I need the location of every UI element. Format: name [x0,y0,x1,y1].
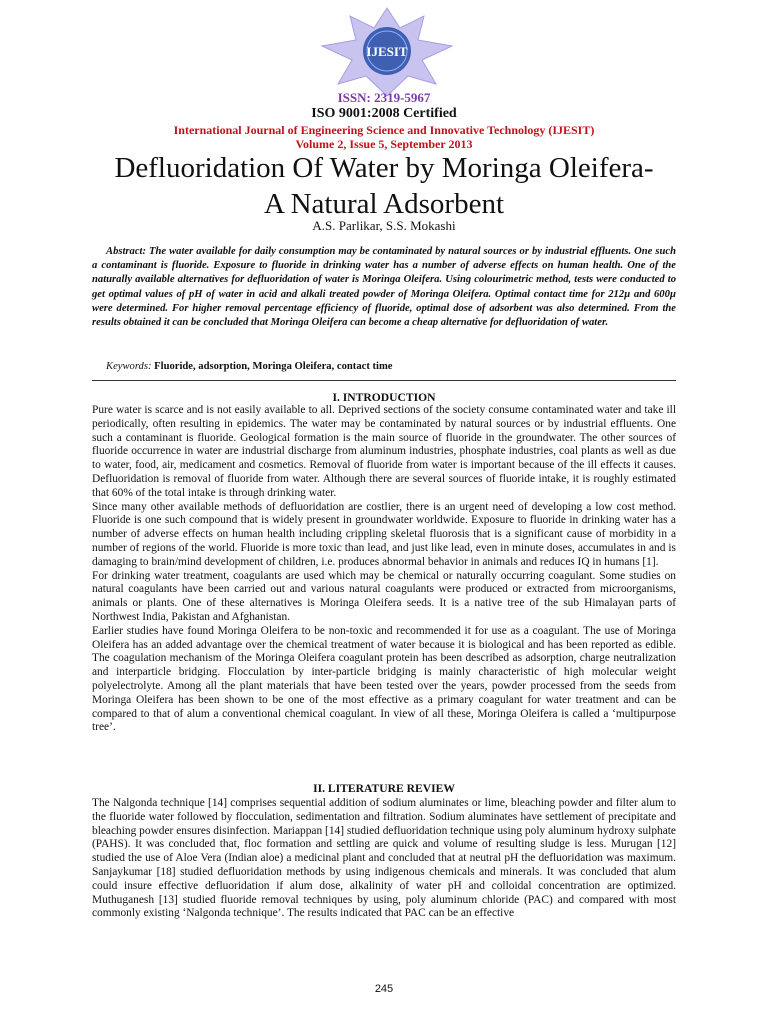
intro-paragraph-3: For drinking water treatment, coagulants are used which may be chemical or naturally occurring coagulant. Some studies on natural coagulants have been carried out and various natural coagulants were produced or extracted from microorganisms, animals or plants. One of these alternatives is Moringa Oleifera seeds. It is a native tree of the sub Himalayan parts of Northwest India, Pakistan and Afghanistan. [92,569,676,623]
keywords-text: Fluoride, adsorption, Moringa Oleifera, contact time [154,361,393,372]
volume-issue: Volume 2, Issue 5, September 2013 [295,137,473,151]
ijesit-logo [312,6,462,98]
abstract: Abstract: The water available for daily consumption may be contaminated by natural sources or by industrial effluents. One such a contaminant is fluoride. Exposure to fluoride in drinking water has a number of adverse effects on human health. One of the naturally available alternatives for defluoridation of water is Moringa Oleifera. Using colourimetric method, tests were conducted to get optimal values of pH of water in acid and alkali treated powder of Moringa Oleifera. Optimal contact time for 212µ and 600µ were determined. For higher removal percentage efficiency of fluoride, optimal dose of adsorbent was also determined. From the results obtained it can be concluded that Moringa Oleifera can become a cheap alternative for defluoridation of water. [92,246,676,329]
logo-text: IJESIT [366,44,408,59]
section-heading-literature-review: II. LITERATURE REVIEW [313,782,455,795]
paper-title [70,150,698,222]
title-line-2: A Natural Adsorbent [263,188,504,220]
iso-certification: ISO 9001:2008 Certified [311,106,457,121]
title-line-1: Defluoridation Of Water by Moringa Oleifera- [114,152,654,184]
keywords-label: Keywords: [106,361,152,372]
lit-paragraph-1: The Nalgonda technique [14] comprises sequential addition of sodium aluminates or lime, bleaching powder and filter alum to the fluoride water followed by flocculation, sedimentation and filtration. Sodium aluminates have settlement of precipitate and bleaching powder ensures disinfection. Mariappan [14] studied defluoridation technique using poly aluminum hydroxy sulphate (PAHS). It was concluded that, floc formation and settling are quick and volume of resulting sludge is less. Murugan [12] studied the use of Aloe Vera (Indian aloe) a medicinal plant and concluded that at neutral pH the defluoridation was maximum. Sanjaykumar [18] studied defluoridation methods by using indigenous chemicals and minerals. It was concluded that alum could insure effective defluoridation if alum dose, alkalinity of water pH and colloidal concentration are optimized. Muthuganesh [13] studied fluoride removal techniques by using, poly aluminum chloride (PAC) and compared with most commonly existing ‘Nalgonda technique’. The results indicated that PAC can be an effective [92,797,676,920]
journal-name: International Journal of Engineering Science and Innovative Technology (IJESIT) [173,123,595,137]
introduction-body [92,404,676,735]
issn: ISSN: 2319-5967 [337,90,431,105]
intro-paragraph-2: Since many other available methods of defluoridation are costlier, there is an urgent need of developing a low cost method. Fluoride is one such compound that is widely present in groundwater worldwide. Exposure to fluoride in drinking water has a number of adverse effects on human health including crippling skeletal fluorosis that is a significant cause of morbidity in a number of regions of the world. Fluoride is more toxic than lead, and just like lead, even in minute doses, accumulates in and is damaging to brain/mind development of children, i.e. produces abnormal behavior in animals and reduces IQ in humans [1]. [92,500,676,568]
page-number: 245 [374,983,394,995]
divider [92,380,676,381]
literature-review-body [92,797,676,921]
section-heading-introduction: I. INTRODUCTION [332,391,436,404]
intro-paragraph-1: Pure water is scarce and is not easily available to all. Deprived sections of the society consume contaminated water and take ill periodically, often resulting in epidemics. The water may be contaminated by natural sources or by industrial effluents. One such a contaminant is fluoride. Geological formation is the main source of fluoride in the groundwater. The other sources of fluoride occurrence in water are industrial discharge from aluminum industries, phosphate industries, coal plants as well as due to water, food, air, medicament and cosmetics. Removal of fluoride from water is important because of the ill effects it causes. Defluoridation is removal of fluoride from water. Although there are several sources of fluoride intake, it is roughly estimated that 60% of the total intake is through drinking water. [92,404,676,499]
keywords [106,361,393,372]
intro-paragraph-4: Earlier studies have found Moringa Oleifera to be non-toxic and recommended it for use as a coagulant. The use of Moringa Oleifera has an added advantage over the chemical treatment of water because it is biological and has been reported as edible. The coagulation mechanism of the Moringa Oleifera coagulant protein has been described as adsorption, charge neutralization and interparticle bridging. Flocculation by inter-particle bridging is mainly characteristic of high molecular weight polyelectrolyte. Among all the plant materials that have been tested over the years, powder processed from the seeds from Moringa Oleifera has been shown to be one of the most effective as a primary coagulant for water treatment and can be compared to that of alum a conventional chemical coagulant. In view of all these, Moringa Oleifera is called a ‘multipurpose tree’. [92,624,676,734]
authors: A.S. Parlikar, S.S. Mokashi [312,218,456,233]
